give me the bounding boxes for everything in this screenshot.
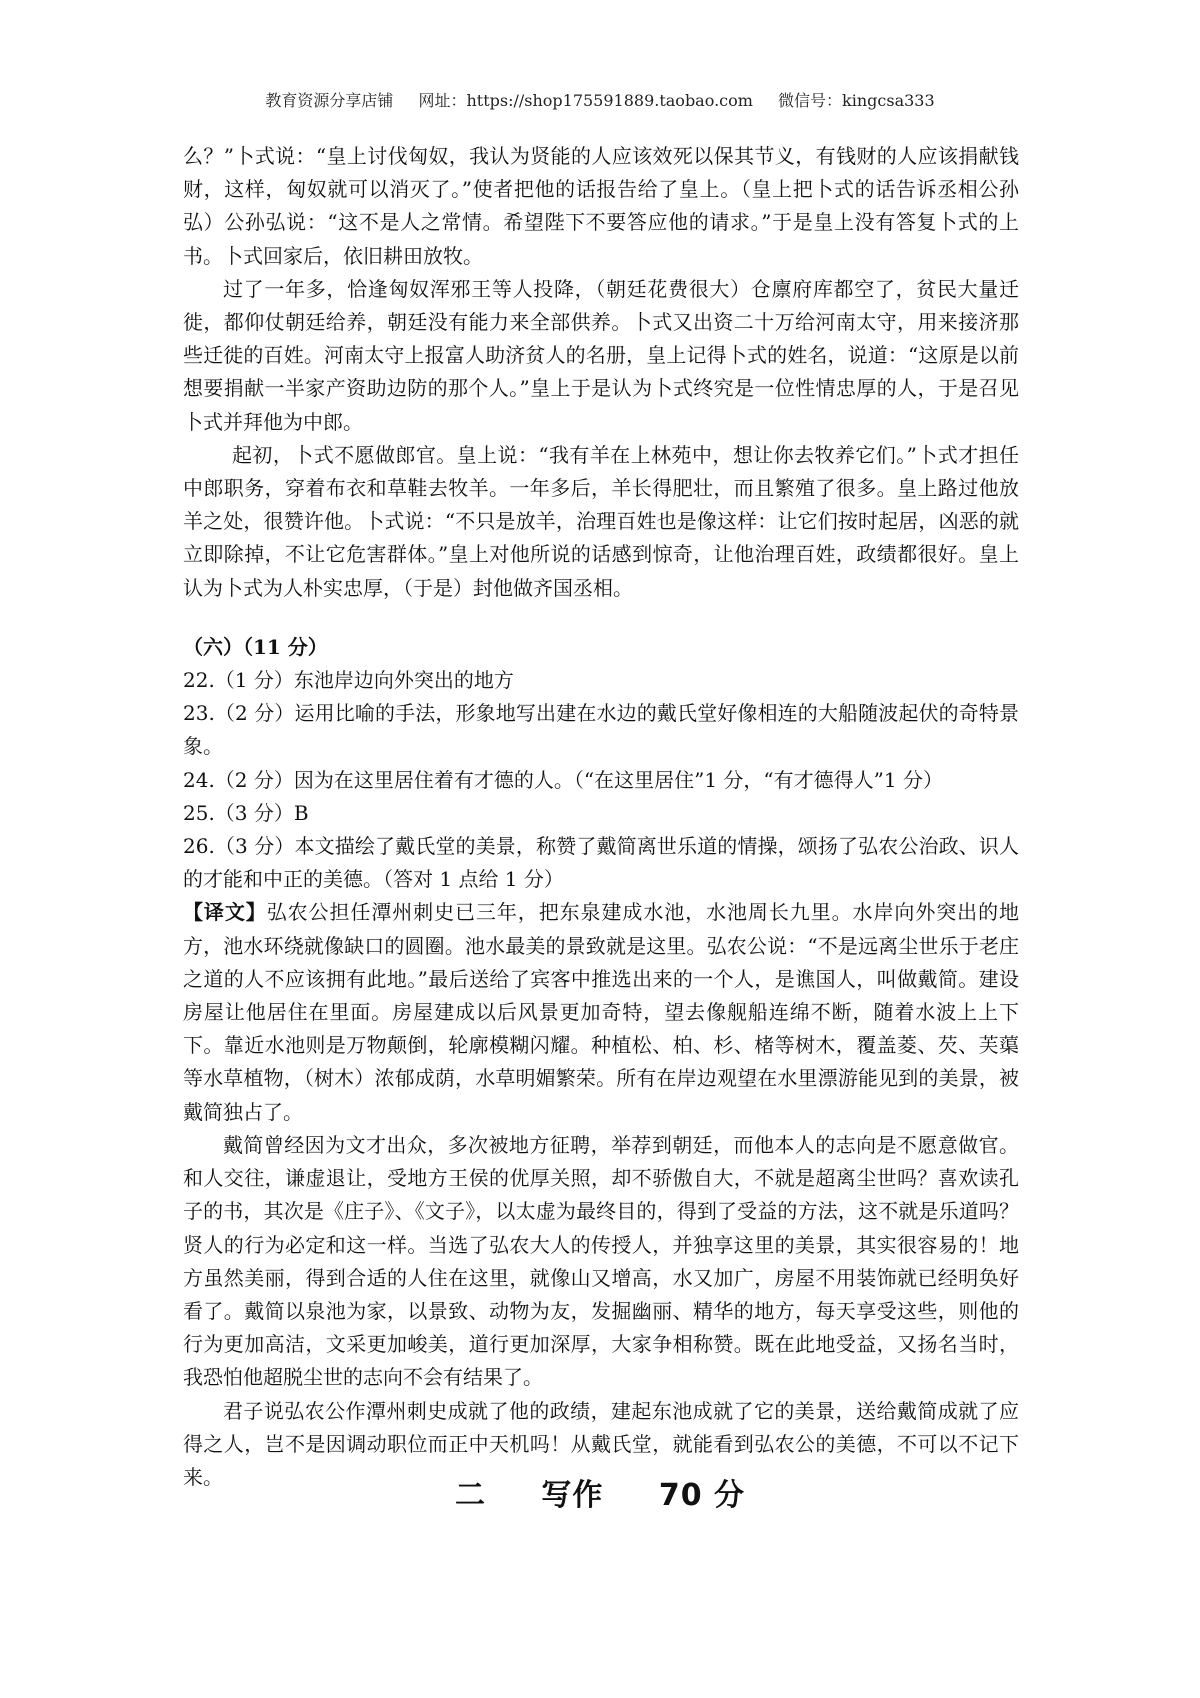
- answer-25: 25.（3 分）B: [183, 800, 309, 825]
- writing-section-title: [0, 1470, 1200, 1514]
- translation-paragraph-2: 过了一年多，恰逢匈奴浑邪王等人投降，（朝廷花费很大）仓廪府库都空了，贫民大量迁徙，都仰仗朝廷给养，朝廷没有能力来全部供养。卜式又出资二十万给河南太守，用来接济那些迁徙的百姓。河南太守上报富人助济贫人的名册，皇上记得卜式的姓名，说道：“这原是以前想要捐献一半家产资助边防的那个人。”皇上于是认为卜式终究是一位性情忠厚的人，于是召见卜式并拜他为中郎。: [183, 276, 1019, 434]
- answer-22: 22.（1 分）东池岸边向外突出的地方: [183, 668, 514, 693]
- translation-text-1: 弘农公担任潭州刺史已三年，把东泉建成水池，水池周长九里。水岸向外突出的地方，池水环绕就像缺口的圆圈。池水最美的景致就是这里。弘农公说：“不是远离尘世乐于老庄之道的人不应该拥有此地。”最后送给了宾客中推选出来的一个人，是谯国人，叫做戴简。建设房屋让他居住在里面。房屋建成以后风景更加奇特，望去像舰船连绵不断，随着水波上上下下。靠近水池则是万物颠倒，轮廓模糊闪耀。种植松、柏、杉、楮等树木，覆盖菱、芡、芙蕖等水草植物，（树木）浓郁成荫，水草明媚繁荣。所有在岸边观望在水里漂游能见到的美景，被戴简独占了。: [183, 900, 1020, 1124]
- answer-26: 26.（3 分）本文描绘了戴氏堂的美景，称赞了戴简离世乐道的情操，颂扬了弘农公治政、识人的才能和中正的美德。（答对 1 点给 1 分）: [183, 834, 1019, 892]
- translation-label: 【译文】: [183, 900, 267, 925]
- translation-paragraph-1: 么？”卜式说：“皇上讨伐匈奴，我认为贤能的人应该效死以保其节义，有钱财的人应该捐献钱财，这样，匈奴就可以消灭了。”使者把他的话报告给了皇上。（皇上把卜式的话告诉丞相公孙弘）公孙弘说：“这不是人之常情。希望陛下不要答应他的请求。”于是皇上没有答复卜式的上书。卜式回家后，依旧耕田放牧。: [183, 144, 1019, 268]
- page-header: [0, 88, 1200, 111]
- answer-24: 24.（2 分）因为在这里居住着有才德的人。（“在这里居住”1 分，“有才德得人”1 分）: [183, 767, 943, 792]
- document-body: [183, 140, 1019, 1494]
- translation-paragraph-3: 起初，卜式不愿做郎官。皇上说：“我有羊在上林苑中，想让你去牧养它们。”卜式才担任中郎职务，穿着布衣和草鞋去牧羊。一年多后，羊长得肥壮，而且繁殖了很多。皇上路过他放羊之处，很赞许他。卜式说：“不只是放羊，治理百姓也是像这样：让它们按时起居，凶恶的就立即除掉，不让它危害群体。”皇上对他所说的话感到惊奇，让他治理百姓，政绩都很好。皇上认为卜式为人朴实忠厚，（于是）封他做齐国丞相。: [183, 442, 1019, 600]
- writing-section-label: 写作: [541, 1478, 604, 1513]
- translation-section-6-p2: 戴简曾经因为文才出众，多次被地方征聘，举荐到朝廷，而他本人的志向是不愿意做官。和人交往，谦虚退让，受地方王侯的优厚关照，却不骄傲自大，不就是超离尘世吗？喜欢读孔子的书，其次是《庄子》、《文子》，以太虚为最终目的，得到了受益的方法，这不就是乐道吗？贤人的行为必定和这一样。当选了弘农大人的传授人，并独享这里的美景，其实很容易的！地方虽然美丽，得到合适的人住在这里，就像山又增高，水又加广，房屋不用装饰就已经明奂好看了。戴简以泉池为家，以景致、动物为友，发掘幽丽、精华的地方，每天享受这些，则他的行为更加高洁，文采更加峻美，道行更加深厚，大家争相称赞。既在此地受益，又扬名当时，我恐怕他超脱尘世的志向不会有结果了。: [183, 1132, 1019, 1390]
- wechat-id: 微信号：kingcsa333: [778, 91, 935, 110]
- translation-section-6-p1: [183, 896, 1019, 1128]
- section-6-title: （六）（11 分）: [183, 634, 328, 659]
- answer-23: 23.（2 分）运用比喻的手法，形象地写出建在水边的戴氏堂好像相连的大船随波起伏的奇特景象。: [183, 701, 1019, 759]
- translation-section-6-p3: 君子说弘农公作潭州刺史成就了他的政绩，建起东池成就了它的美景，送给戴简成就了应得之人，岂不是因调动职位而正中天机吗！从戴氏堂，就能看到弘农公的美德，不可以不记下来。: [183, 1398, 1019, 1489]
- shop-url: 网址：https://shop175591889.taobao.com: [418, 91, 753, 110]
- writing-section-number: 二: [454, 1478, 486, 1513]
- shop-name: 教育资源分享店铺: [265, 91, 394, 110]
- writing-section-score: 70 分: [658, 1478, 746, 1513]
